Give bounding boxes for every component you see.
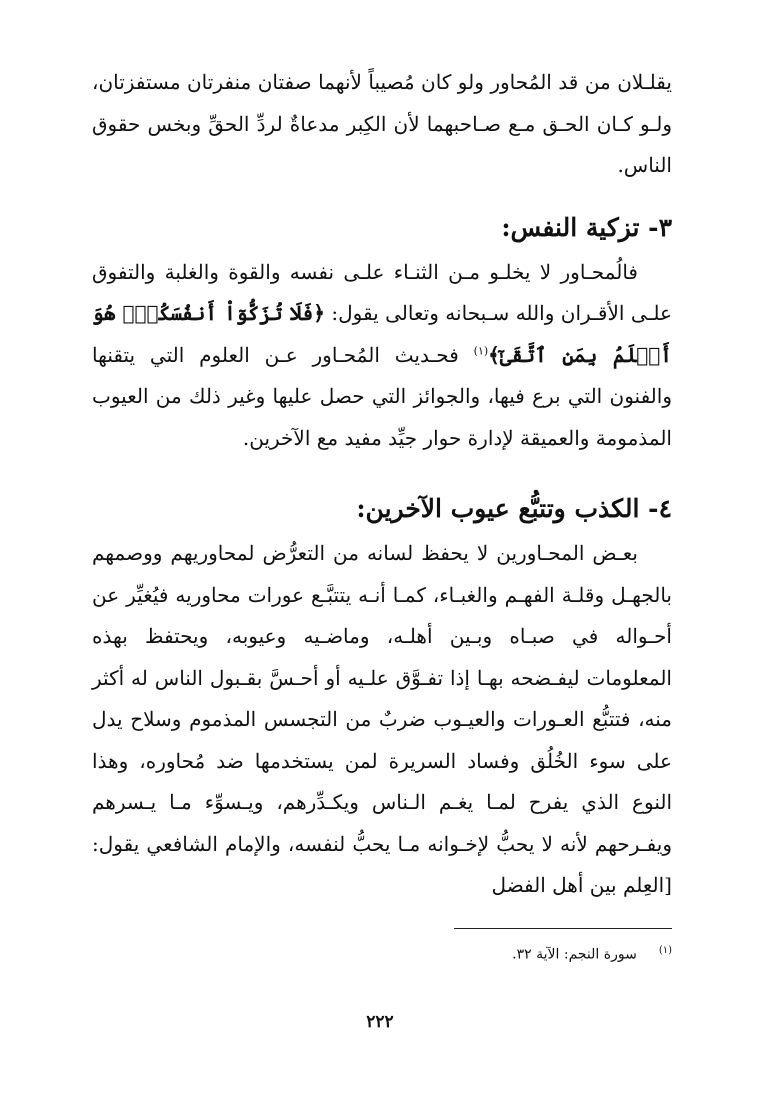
section-3-text-before-quote: فالُمحـاور لا يخلـو مـن الثنـاء علـى نفسه والقوة والغلبة والتفوق علـى الأقـران والله سـبحانه وتعالى يقول: — [92, 259, 672, 325]
page-body — [92, 62, 672, 907]
intro-paragraph: يقلـلان من قد المُحاور ولو كان مُصيباً لأنهما صفتان منفرتان مستفزتان، ولـو كـان الحـق مـع صـاحبهما لأن الكِبر مدعاةٌ لردِّ الحقِّ وبخس حقوق الناس. — [92, 70, 672, 177]
section-3-text-after-quote: فحـديث المُحـاور عـن العلوم التي يتقنها والفنون التي برع فيها، والجوائز التي حصل عليها وغير ذلك من العيوب المذمومة والعميقة لإدارة حوار جيِّد مفيد مع الآخرين. — [92, 342, 672, 450]
section-3-paragraph — [92, 252, 672, 460]
footnote-divider — [454, 928, 672, 929]
footnote-reference[interactable]: (١) — [473, 343, 489, 357]
section-4-paragraph: بعـض المحـاورين لا يحفظ لسانه من التعرُّض لمحاوريهم ووصمهم بالجهـل وقلـة الفهـم والغبـاء، كمـا أنـه يتتبَّـع عورات محاوريه فيُغيِّر عن أحـواله في صبـاه وبـين أهلـه، وماضـيه وعيوبه، ويحتفظ بهذه المعلومات ليفـضحه بهـا إذا تفـوَّق علـيه أو أحـسَّ بقـبول الناس له أكثر منه، فتتبُّع العـورات والعيـوب ضربٌ من التجسس المذموم وسلاح يدل على سوء الخُلُق وفساد السريرة لمن يستخدمها ضد مُحاوره، وهذا النوع الذي يفرح لمـا يغـم الـناس ويكـدِّرهم، ويـسوِّء مـا يـسرهم ويفـرحهم لأنه لا يحبُّ لإخـوانه مـا يحبُّ لنفسه، والإمام الشافعي يقول: [العِلم بين أهل الفضل — [92, 541, 672, 897]
section-3-heading: ٣- تزكية النفس: — [501, 212, 672, 242]
quran-verse: ﴿فَلَا تُزَكُّوٓاْ أَنفُسَكُمۡۖ هُوَ أَعۡلَمُ بِمَنِ ٱتَّقَىٰٓ﴾ — [92, 301, 672, 367]
footnote-mark: (١) — [658, 945, 672, 956]
page-number: ٢٢٢ — [366, 1012, 394, 1032]
footnote — [92, 940, 672, 966]
footnote-text: سورة النجم: الآية ٣٢. — [512, 946, 637, 963]
section-4-heading: ٤- الكذب وتتبُّع عيوب الآخرين: — [356, 494, 672, 523]
